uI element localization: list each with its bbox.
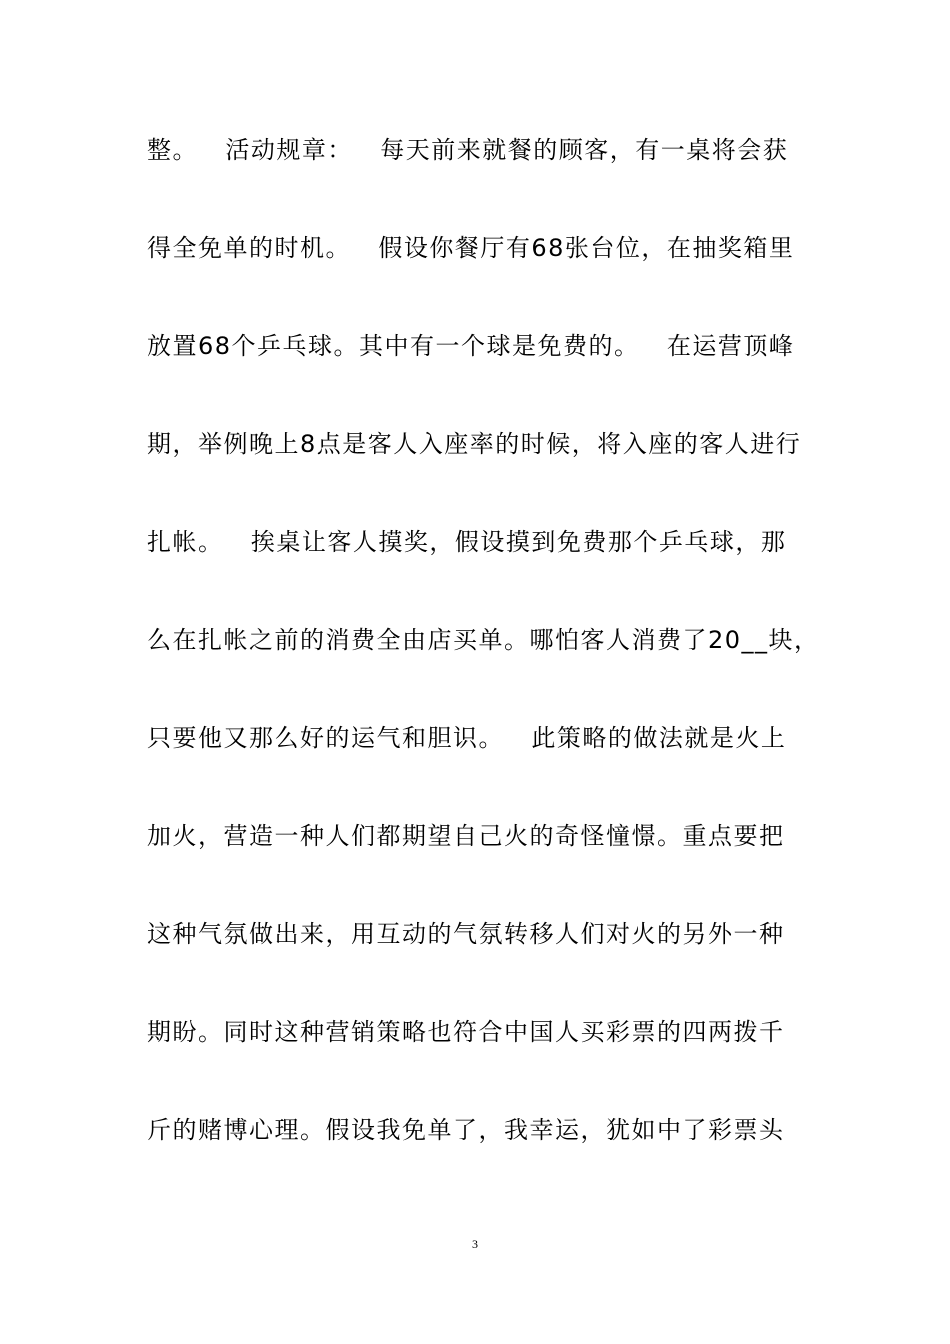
text-line-9: 这种气氛做出来，用互动的气氛转移人们对火的另外一种 [147,920,785,948]
text-line-3: 放置68个乒乓球。其中有一个球是免费的。 在运营顶峰 [147,332,795,360]
text-line-1: 整。 活动规章： 每天前来就餐的顾客，有一桌将会获 [147,136,789,164]
text-line-10: 期盼。同时这种营销策略也符合中国人买彩票的四两拨千 [147,1018,785,1046]
text-line-7: 只要他又那么好的运气和胆识。 此策略的做法就是火上 [147,724,787,752]
text-line-6: 么在扎帐之前的消费全由店买单。哪怕客人消费了20__块， [147,626,820,654]
text-line-11: 斤的赌博心理。假设我免单了，我幸运，犹如中了彩票头 [147,1116,785,1144]
text-line-8: 加火，营造一种人们都期望自己火的奇怪憧憬。重点要把 [147,822,785,850]
text-line-2: 得全免单的时机。 假设你餐厅有68张台位，在抽奖箱里 [147,234,795,262]
body-text [147,126,820,1204]
text-line-5: 扎帐。 挨桌让客人摸奖，假设摸到免费那个乒乓球，那 [147,528,787,556]
text-line-4: 期，举例晚上8点是客人入座率的时候，将入座的客人进行 [147,430,802,458]
page-number: 3 [472,1237,478,1251]
